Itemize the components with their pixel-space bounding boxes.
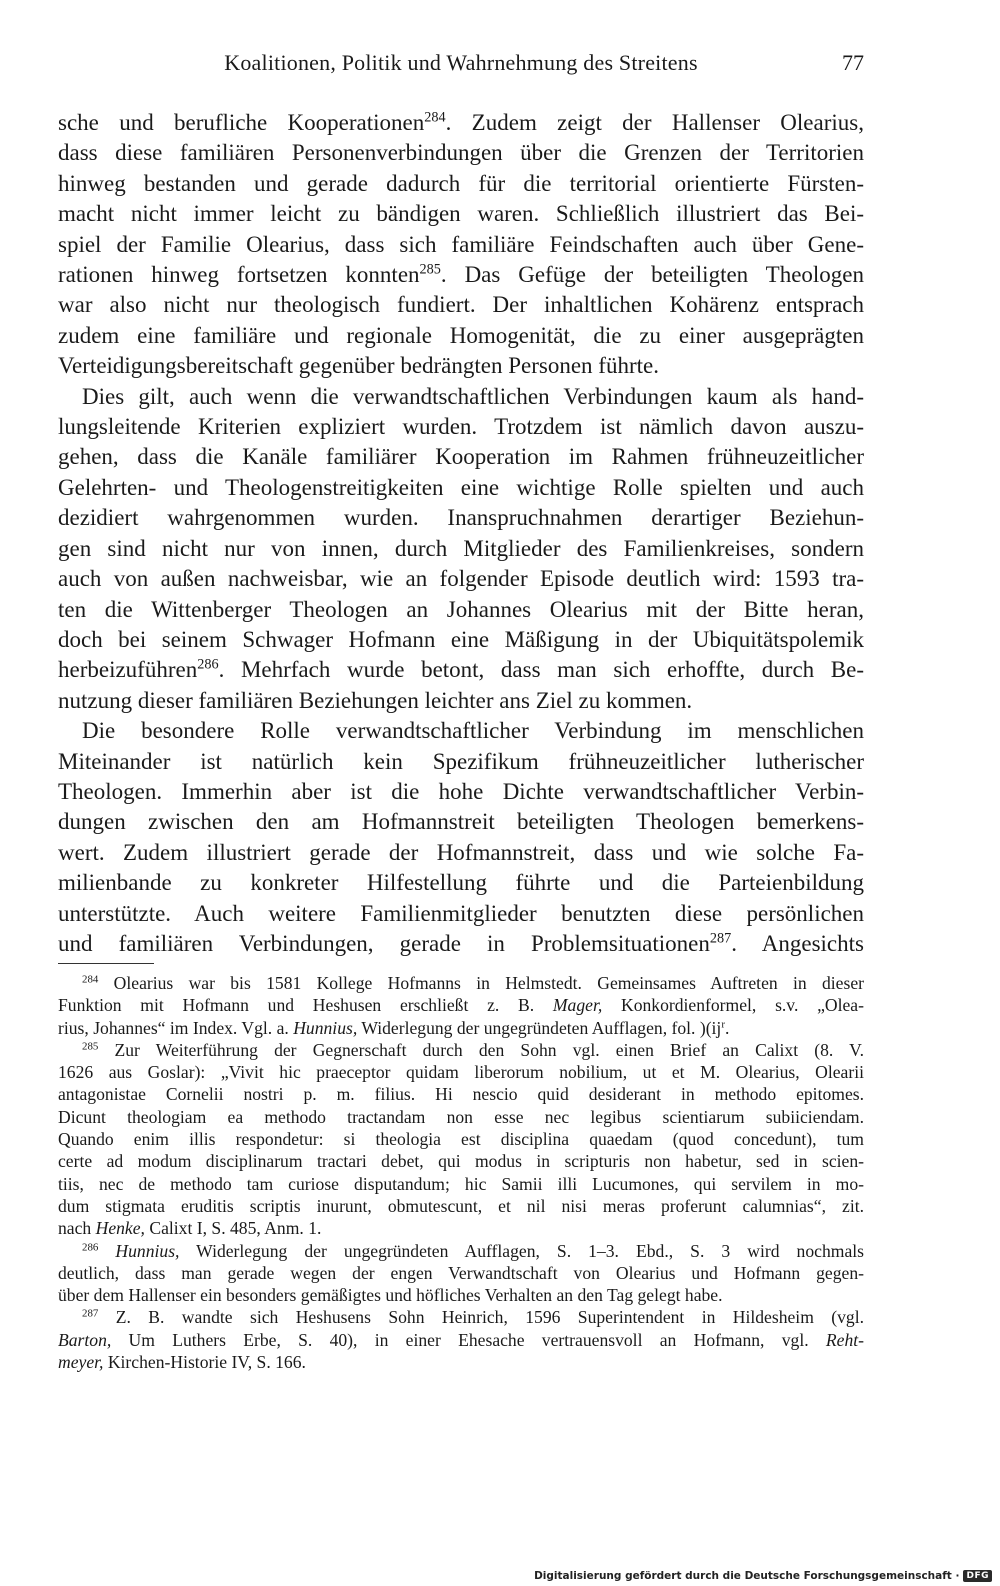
text-line: Dies gilt, auch wenn die verwandtschaftlichen Verbindungen kaum als hand- — [82, 383, 864, 409]
paragraph-1 — [58, 108, 864, 382]
text-line: lungsleitende Kriterien expliziert wurden. Trotzdem ist nämlich davon auszu- — [58, 414, 864, 440]
footnote-line: meyer, Kirchen-Historie IV, S. 166. — [58, 1352, 306, 1373]
footnote-287 — [58, 1306, 864, 1373]
footnote-line: Funktion mit Hofmann und Heshusen erschließt z. B. Mager, Konkordienformel, s.v. „Olea- — [58, 995, 864, 1016]
footnote-number: 287 — [82, 1307, 99, 1320]
footnote-284 — [58, 972, 864, 1039]
text-line: zudem eine familiäre und regionale Homogenität, die zu einer ausgeprägten — [58, 322, 864, 348]
text-line: gehen, dass die Kanäle familiärer Kooperation im Rahmen frühneuzeitlicher — [58, 444, 864, 470]
text-line: Die besondere Rolle verwandtschaftlicher Verbindung im menschlichen — [82, 718, 864, 744]
footnote-number: 285 — [82, 1040, 99, 1053]
footnote-divider — [58, 963, 154, 964]
text-line: dass diese familiären Personenverbindungen über die Grenzen der Territorien — [58, 140, 864, 166]
footnote-ref-286[interactable]: 286 — [197, 656, 219, 673]
text-line: nutzung dieser familiären Beziehungen leichter ans Ziel zu kommen. — [58, 687, 693, 713]
footnote-line: über dem Hallenser ein besonders gemäßigtes und höfliches Verhalten an den Tag gelegt habe. — [58, 1285, 723, 1306]
main-text — [58, 108, 864, 959]
footnote-number: 284 — [82, 973, 99, 986]
footnote-line: dum stigmata eruditis scriptis inurunt, obmutescunt, et nil nisi meras proferunt calumnias“, zit. — [58, 1195, 864, 1216]
text-line: macht nicht immer leicht zu bändigen waren. Schließlich illustriert das Bei- — [58, 201, 864, 227]
footnote-line: Quando enim illis respondetur: si theologia est disciplina quaedam (quod concedunt), tum — [58, 1129, 864, 1150]
text-line: dungen zwischen den am Hofmannstreit beteiligten Theologen bemerkens- — [58, 809, 864, 835]
text-line: wert. Zudem illustriert gerade der Hofmannstreit, dass und wie solche Fa- — [58, 839, 864, 865]
footnote-line: antagonistae Cornelii nostri p. m. filius. Hi nescio quid desiderant in methodo epitomes. — [58, 1084, 864, 1105]
text-line: Theologen. Immerhin aber ist die hohe Dichte verwandtschaftlicher Verbin- — [58, 778, 864, 804]
footnote-286 — [58, 1240, 864, 1307]
paragraph-2 — [58, 382, 864, 716]
footnote-ref-284[interactable]: 284 — [424, 109, 446, 126]
text-line: Miteinander ist natürlich kein Spezifikum frühneuzeitlicher lutherischer — [58, 748, 864, 774]
footnote-line: $^{284}$ Olearius war bis 1581 Kollege Hofmanns in Helmstedt. Gemeinsames Auftreten in dieser — [82, 973, 864, 993]
running-title: Koalitionen, Politik und Wahrnehmung des Streitens — [224, 50, 698, 75]
footnote-line: Barton, Um Luthers Erbe, S. 40), in einer Ehesache vertrauensvoll an Hofmann, vgl. Reht- — [58, 1329, 864, 1350]
text-line: dezidiert wahrgenommen wurden. Inanspruchnahmen derartiger Beziehun- — [58, 505, 864, 531]
text-line: auch von außen nachweisbar, wie an folgender Episode deutlich wird: 1593 tra- — [58, 566, 864, 592]
footnote-line: $^{286}$ Hunnius, Widerlegung der ungegründeten Aufflagen, S. 1–3. Ebd., S. 3 wird nochmals — [82, 1240, 864, 1261]
footnote-line: 1626 aus Goslar): „Vivit hic praeceptor quidam liberorum nobilium, ut et M. Olearius, Olearii — [58, 1062, 864, 1083]
text-line: sche und berufliche Kooperationen$^{284}$. Zudem zeigt der Hallenser Olearius, — [58, 109, 864, 135]
text-line: war also nicht nur theologisch fundiert. Der inhaltlichen Kohärenz entsprach — [58, 292, 864, 318]
text-line: hinweg bestanden und gerade dadurch für die territorial orientierte Fürsten- — [58, 170, 864, 196]
text-line: Verteidigungsbereitschaft gegenüber bedrängten Personen führte. — [58, 353, 659, 379]
digitization-credit — [534, 1570, 992, 1582]
text-line: Gelehrten- und Theologenstreitigkeiten eine wichtige Rolle spielten und auch — [58, 474, 864, 500]
footnote-line: tiis, nec de methodo tam curiose disputandum; hic Samii illi Lucumones, qui servilem in mo- — [58, 1173, 864, 1194]
footnote-ref-287[interactable]: 287 — [709, 930, 732, 947]
footnote-line: $^{287}$ Z. B. wandte sich Heshusens Sohn Heinrich, 1596 Superintendent in Hildesheim (vgl. — [82, 1307, 864, 1328]
dfg-logo-icon: DFG — [963, 1570, 992, 1582]
paragraph-3 — [58, 716, 864, 959]
text-line: rationen hinweg fortsetzen konnten$^{285}$. Das Gefüge der beteiligten Theologen — [58, 261, 865, 288]
text-line: doch bei seinem Schwager Hofmann eine Mäßigung in der Ubiquitätspolemik — [58, 626, 864, 652]
footnote-line: certe ad modum disciplinarum tractari debet, qui modus in scripturis non habetur, sed in scien- — [58, 1151, 864, 1172]
text-line: ten die Wittenberger Theologen an Johannes Olearius mit der Bitte heran, — [58, 596, 864, 622]
footnote-line: Dicunt theologiam ea methodo tractandam non esse nec legibus scientiarum subiiciendam. — [58, 1106, 864, 1127]
footnote-number: 286 — [82, 1241, 99, 1254]
text-line: milienbande zu konkreter Hilfestellung führte und die Parteienbildung — [58, 870, 864, 896]
footnote-line: nach Henke, Calixt I, S. 485, Anm. 1. — [58, 1218, 322, 1239]
running-header — [58, 48, 864, 82]
footnote-line: deutlich, dass man gerade wegen der engen Verwandtschaft von Olearius und Hofmann gegen- — [58, 1262, 864, 1283]
page-number: 77 — [842, 50, 864, 75]
footnote-ref-285[interactable]: 285 — [419, 261, 441, 278]
credit-text: Digitalisierung gefördert durch die Deutsche Forschungsgemeinschaft · — [534, 1570, 960, 1582]
text-line: spiel der Familie Olearius, dass sich familiäre Feindschaften auch über Gene- — [58, 231, 864, 257]
text-line: und familiären Verbindungen, gerade in Problemsituationen$^{287}$. Angesichts — [58, 930, 864, 956]
footnotes — [58, 972, 864, 1373]
footnote-line: $^{285}$ Zur Weiterführung der Gegnerschaft durch den Sohn vgl. einen Brief an Calixt (8. V. — [82, 1039, 864, 1060]
footnote-line: rius, Johannes“ im Index. Vgl. a. Hunnius, Widerlegung der ungegründeten Aufflagen, fol. )(ij$^r$. — [58, 1017, 730, 1038]
text-line: herbeizuführen$^{286}$. Mehrfach wurde betont, dass man sich erhoffte, durch Be- — [58, 656, 864, 683]
text-line: gen sind nicht nur von innen, durch Mitglieder des Familienkreises, sondern — [58, 535, 864, 561]
footnote-285 — [58, 1039, 864, 1240]
text-line: unterstützte. Auch weitere Familienmitglieder benutzten diese persönlichen — [58, 900, 864, 926]
